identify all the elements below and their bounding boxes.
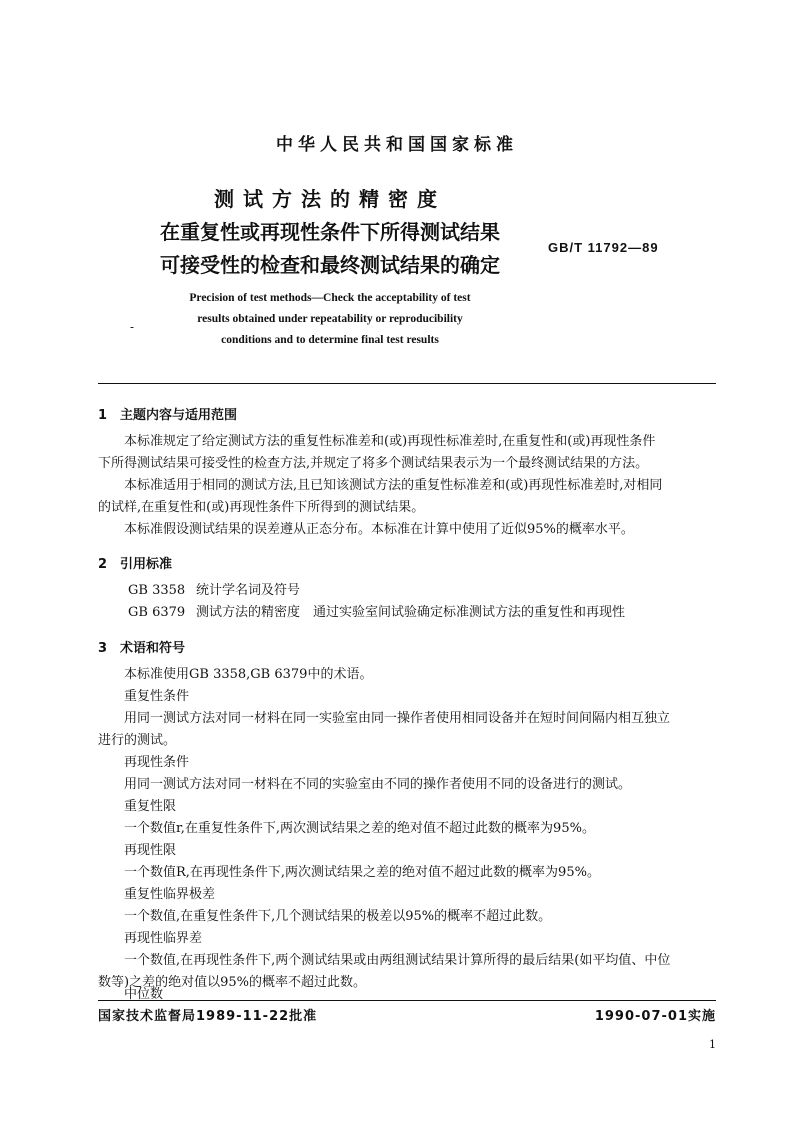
term-repeatability-critical-range: 重复性临界极差 — [124, 887, 216, 902]
stray-mark: - — [130, 320, 135, 334]
section-2-heading — [98, 553, 172, 572]
standard-code: GB/T 11792—89 — [548, 240, 659, 255]
section-number: 2 — [98, 557, 108, 572]
reference-gb6379 — [128, 602, 746, 624]
def5-line1: 一个数值,在重复性条件下,几个测试结果的极差以95%的概率不超过此数。 — [124, 909, 552, 924]
implementation-date: 1990-07-01实施 — [594, 1009, 716, 1024]
s3-intro: 本标准使用GB 3358,GB 6379中的术语。 — [124, 667, 373, 682]
term-median: 中位数 — [124, 987, 164, 1002]
def4-line1: 一个数值R,在再现性条件下,两次测试结果之差的绝对值不超过此数的概率为95%。 — [124, 865, 600, 880]
def1-line1: 用同一测试方法对同一材料在同一实验室由同一操作者使用相同设备并在短时间间隔内相互独立 — [124, 711, 671, 726]
english-title — [140, 288, 520, 351]
english-title-line-3: conditions and to determine final test results — [221, 334, 439, 346]
reference-code: GB 6379 — [128, 605, 186, 620]
s1-p1-line1: 本标准规定了给定测试方法的重复性标准差和(或)再现性标准差时,在重复性和(或)再现性条件 — [124, 434, 656, 449]
section-title: 主题内容与适用范围 — [120, 408, 238, 423]
title-line-3: 可接受性的检查和最终测试结果的确定 — [160, 253, 500, 277]
def6-line2: 数等)之差的绝对值以95%的概率不超过此数。 — [98, 975, 366, 990]
term-reproducibility-limit: 再现性限 — [124, 843, 177, 858]
reference-title: 统计学名词及符号 — [196, 583, 301, 598]
section-title: 引用标准 — [120, 557, 173, 572]
section-3-heading — [98, 637, 185, 656]
s1-p2-line2: 的试样,在重复性和(或)再现性条件下所得到的测试结果。 — [98, 500, 425, 515]
section-number: 3 — [98, 641, 108, 656]
term-repeatability-limit: 重复性限 — [124, 799, 177, 814]
def6-line1: 一个数值,在再现性条件下,两个测试结果或由两组测试结果计算所得的最后结果(如平均值、中位 — [124, 953, 671, 968]
term-repeatability-conditions: 重复性条件 — [124, 689, 190, 704]
def1-line2: 进行的测试。 — [98, 733, 177, 748]
section-title: 术语和符号 — [120, 641, 186, 656]
national-standard-heading: 中华人民共和国国家标准 — [276, 135, 518, 155]
english-title-line-2: results obtained under repeatability or reproducibility — [197, 313, 463, 325]
reference-title: 测试方法的精密度 通过实验室间试验确定标准测试方法的重复性和再现性 — [196, 605, 626, 620]
title-line-2: 在重复性或再现性条件下所得测试结果 — [160, 220, 500, 244]
term-reproducibility-critical-difference: 再现性临界差 — [124, 931, 203, 946]
english-title-line-1: Precision of test methods—Check the acceptability of test — [189, 292, 471, 304]
reference-code: GB 3358 — [128, 583, 186, 598]
s1-p3-line1: 本标准假设测试结果的误差遵从正态分布。本标准在计算中使用了近似95%的概率水平。 — [124, 522, 634, 537]
page-number: 1 — [709, 1038, 716, 1051]
title-line-1: 测试方法的精密度 — [214, 187, 446, 211]
document-title — [100, 183, 560, 282]
section-number: 1 — [98, 408, 108, 423]
def2-line1: 用同一测试方法对同一材料在不同的实验室由不同的操作者使用不同的设备进行的测试。 — [124, 777, 632, 792]
s1-p1-line2: 下所得测试结果可接受性的检查方法,并规定了将多个测试结果表示为一个最终测试结果的方法。 — [98, 456, 649, 471]
header-divider — [98, 383, 716, 384]
s1-p2-line1: 本标准适用于相同的测试方法,且已知该测试方法的重复性标准差和(或)再现性标准差时,对相同 — [124, 478, 663, 493]
footer-divider — [98, 1000, 716, 1001]
def3-line1: 一个数值r,在重复性条件下,两次测试结果之差的绝对值不超过此数的概率为95%。 — [124, 821, 595, 836]
reference-gb3358 — [128, 580, 746, 602]
approval-date: 国家技术监督局1989-11-22批准 — [98, 1009, 318, 1024]
term-reproducibility-conditions: 再现性条件 — [124, 755, 190, 770]
section-1-heading — [98, 404, 237, 423]
